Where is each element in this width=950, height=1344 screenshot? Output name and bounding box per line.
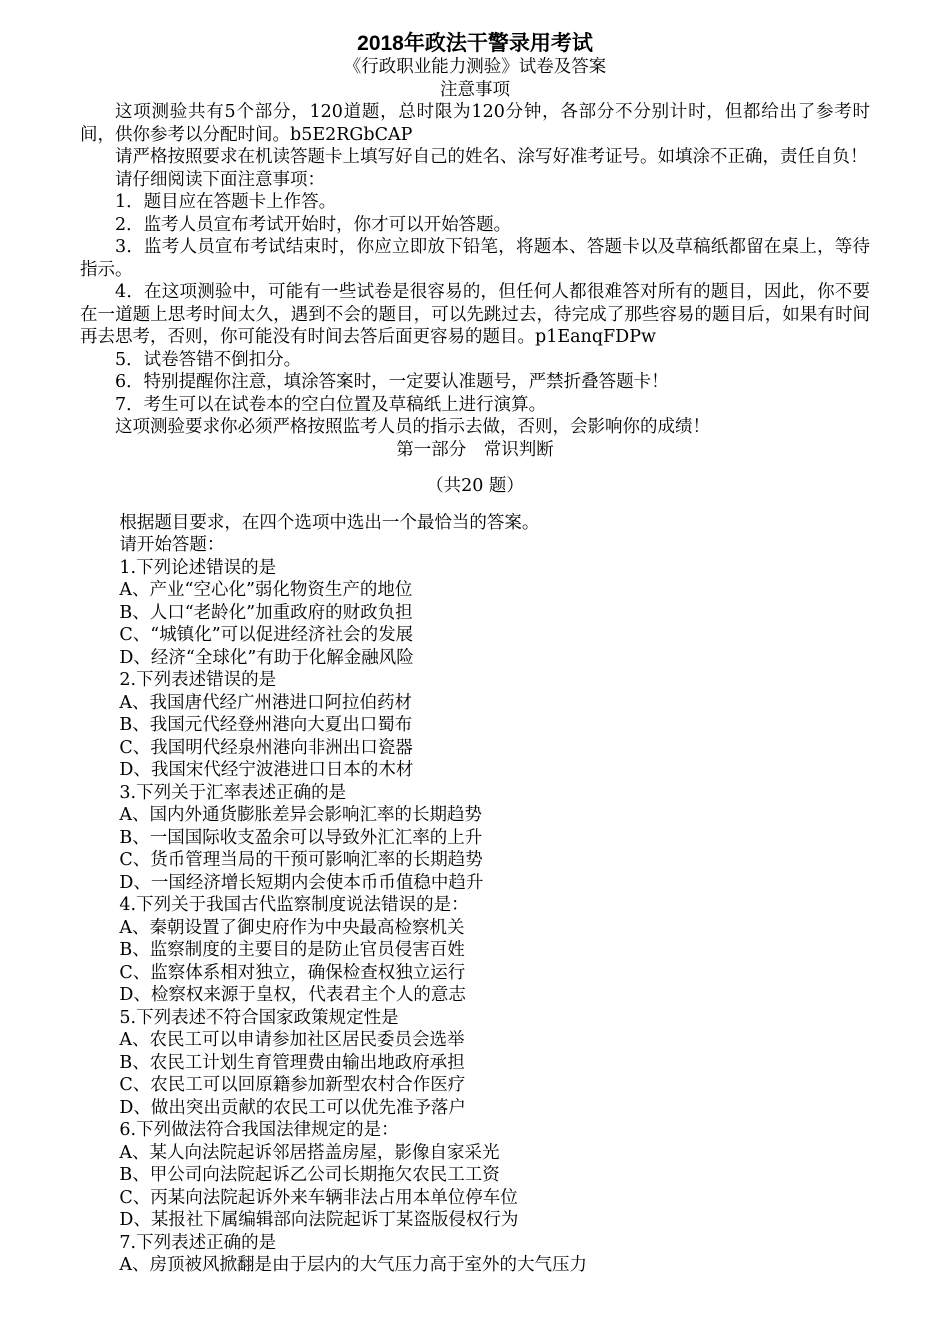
rule-item: 5．试卷答错不倒扣分。: [115, 349, 302, 370]
option-a: A、房顶被风掀翻是由于层内的大气压力高于室外的大气压力: [119, 1255, 588, 1275]
option-a: A、产业“空心化”弱化物资生产的地位: [119, 580, 413, 600]
question-stem: 1.下列论述错误的是: [119, 557, 277, 578]
option-c: C、监察体系相对独立，确保检查权独立运行: [119, 962, 466, 983]
option-c: C、丙某向法院起诉外来车辆非法占用本单位停车位: [119, 1187, 518, 1208]
option-a: A、我国唐代经广州港进口阿拉伯药材: [119, 692, 413, 713]
notice-heading: 注意事项: [440, 79, 510, 100]
question-stem: 3.下列关于汇率表述正确的是: [119, 782, 347, 803]
intro-paragraph-2: 请严格按照要求在机读答题卡上填写好自己的姓名、涂写好准考证号。如填涂不正确，责任自负！: [115, 147, 868, 167]
option-c: C、“城镇化”可以促进经济社会的发展: [119, 625, 414, 645]
question-6: [80, 1119, 870, 1232]
rule-item: 3．监考人员宣布考试结束时，你应立即放下铅笔，将题本、答题卡以及草稿纸都留在桌上，等待指示。: [80, 237, 870, 280]
option-a: A、某人向法院起诉邻居搭盖房屋，影像自家采光: [119, 1142, 500, 1163]
option-b: B、一国国际收支盈余可以导致外汇汇率的上升: [119, 827, 483, 848]
rule-item: 1．题目应在答题卡上作答。: [115, 192, 337, 212]
intro-paragraph-3: 请仔细阅读下面注意事项：: [115, 169, 325, 190]
exam-subtitle: 《行政职业能力测验》试卷及答案: [343, 57, 607, 77]
question-7: [80, 1232, 870, 1277]
option-a: A、国内外通货膨胀差异会影响汇率的长期趋势: [119, 805, 483, 825]
question-stem: 4.下列关于我国古代监察制度说法错误的是：: [119, 895, 469, 915]
exam-page: [80, 32, 870, 1277]
option-c: C、我国明代经泉州港向非洲出口瓷器: [119, 737, 413, 758]
section-start: 请开始答题：: [119, 535, 225, 555]
option-b: B、监察制度的主要目的是防止官员侵害百姓: [119, 940, 465, 960]
option-d: D、某报社下属编辑部向法院起诉丁某盗版侵权行为: [119, 1210, 519, 1230]
question-5: [80, 1007, 870, 1120]
question-2: [80, 669, 870, 782]
exam-title: 2018年政法干警录用考试: [357, 32, 593, 55]
option-b: B、人口“老龄化”加重政府的财政负担: [119, 602, 413, 623]
question-4: [80, 894, 870, 1007]
option-b: B、甲公司向法院起诉乙公司长期拖欠农民工工资: [119, 1165, 500, 1185]
section-instruction: 根据题目要求，在四个选项中选出一个最恰当的答案。: [119, 512, 540, 533]
option-c: C、货币管理当局的干预可影响汇率的长期趋势: [119, 850, 483, 870]
intro-paragraph-1: 这项测验共有5个部分，120道题，总时限为120分钟，各部分不分别计时，但都给出了参考时间，供你参考以分配时间。b5E2RGbCAP: [80, 102, 870, 145]
option-d: D、检察权来源于皇权，代表君主个人的意志: [119, 985, 466, 1005]
option-c: C、农民工可以回原籍参加新型农村合作医疗: [119, 1075, 466, 1095]
question-stem: 6.下列做法符合我国法律规定的是：: [119, 1120, 399, 1140]
option-d: D、一国经济增长短期内会使本币币值稳中趋升: [119, 872, 484, 893]
question-stem: 2.下列表述错误的是: [119, 670, 277, 690]
option-b: B、农民工计划生育管理费由输出地政府承担: [119, 1052, 465, 1073]
section-title: 第一部分 常识判断: [396, 439, 554, 460]
option-b: B、我国元代经登州港向大夏出口蜀布: [119, 715, 413, 735]
option-a: A、农民工可以申请参加社区居民委员会选举: [119, 1030, 465, 1050]
closing-note: 这项测验要求你必须严格按照监考人员的指示去做，否则，会影响你的成绩！: [115, 417, 710, 437]
option-a: A、秦朝设置了御史府作为中央最高检察机关: [119, 917, 465, 938]
question-count: （共20 题）: [426, 476, 524, 496]
rule-item: 2．监考人员宣布考试开始时，你才可以开始答题。: [115, 214, 512, 235]
question-stem: 7.下列表述正确的是: [119, 1232, 277, 1253]
question-stem: 5.下列表述不符合国家政策规定性是: [119, 1007, 399, 1028]
question-3: [80, 782, 870, 895]
option-d: D、做出突出贡献的农民工可以优先准予落户: [119, 1097, 466, 1118]
rule-item: 6．特别提醒你注意，填涂答案时，一定要认准题号，严禁折叠答题卡！: [115, 372, 669, 392]
question-1: [80, 557, 870, 670]
rule-item: 4．在这项测验中，可能有一些试卷是很容易的，但任何人都很难答对所有的题目，因此，你不要在一道题上思考时间太久，遇到不会的题目，可以先跳过去，待完成了那些容易的题目后，如果有时间再去思考，否则，你可能没有时间去答后面更容易的题目。p1EanqFDPw: [80, 282, 870, 347]
rule-item: 7．考生可以在试卷本的空白位置及草稿纸上进行演算。: [115, 394, 547, 415]
option-d: D、我国宋代经宁波港进口日本的木材: [119, 760, 414, 780]
option-d: D、经济“全球化”有助于化解金融风险: [119, 647, 414, 668]
